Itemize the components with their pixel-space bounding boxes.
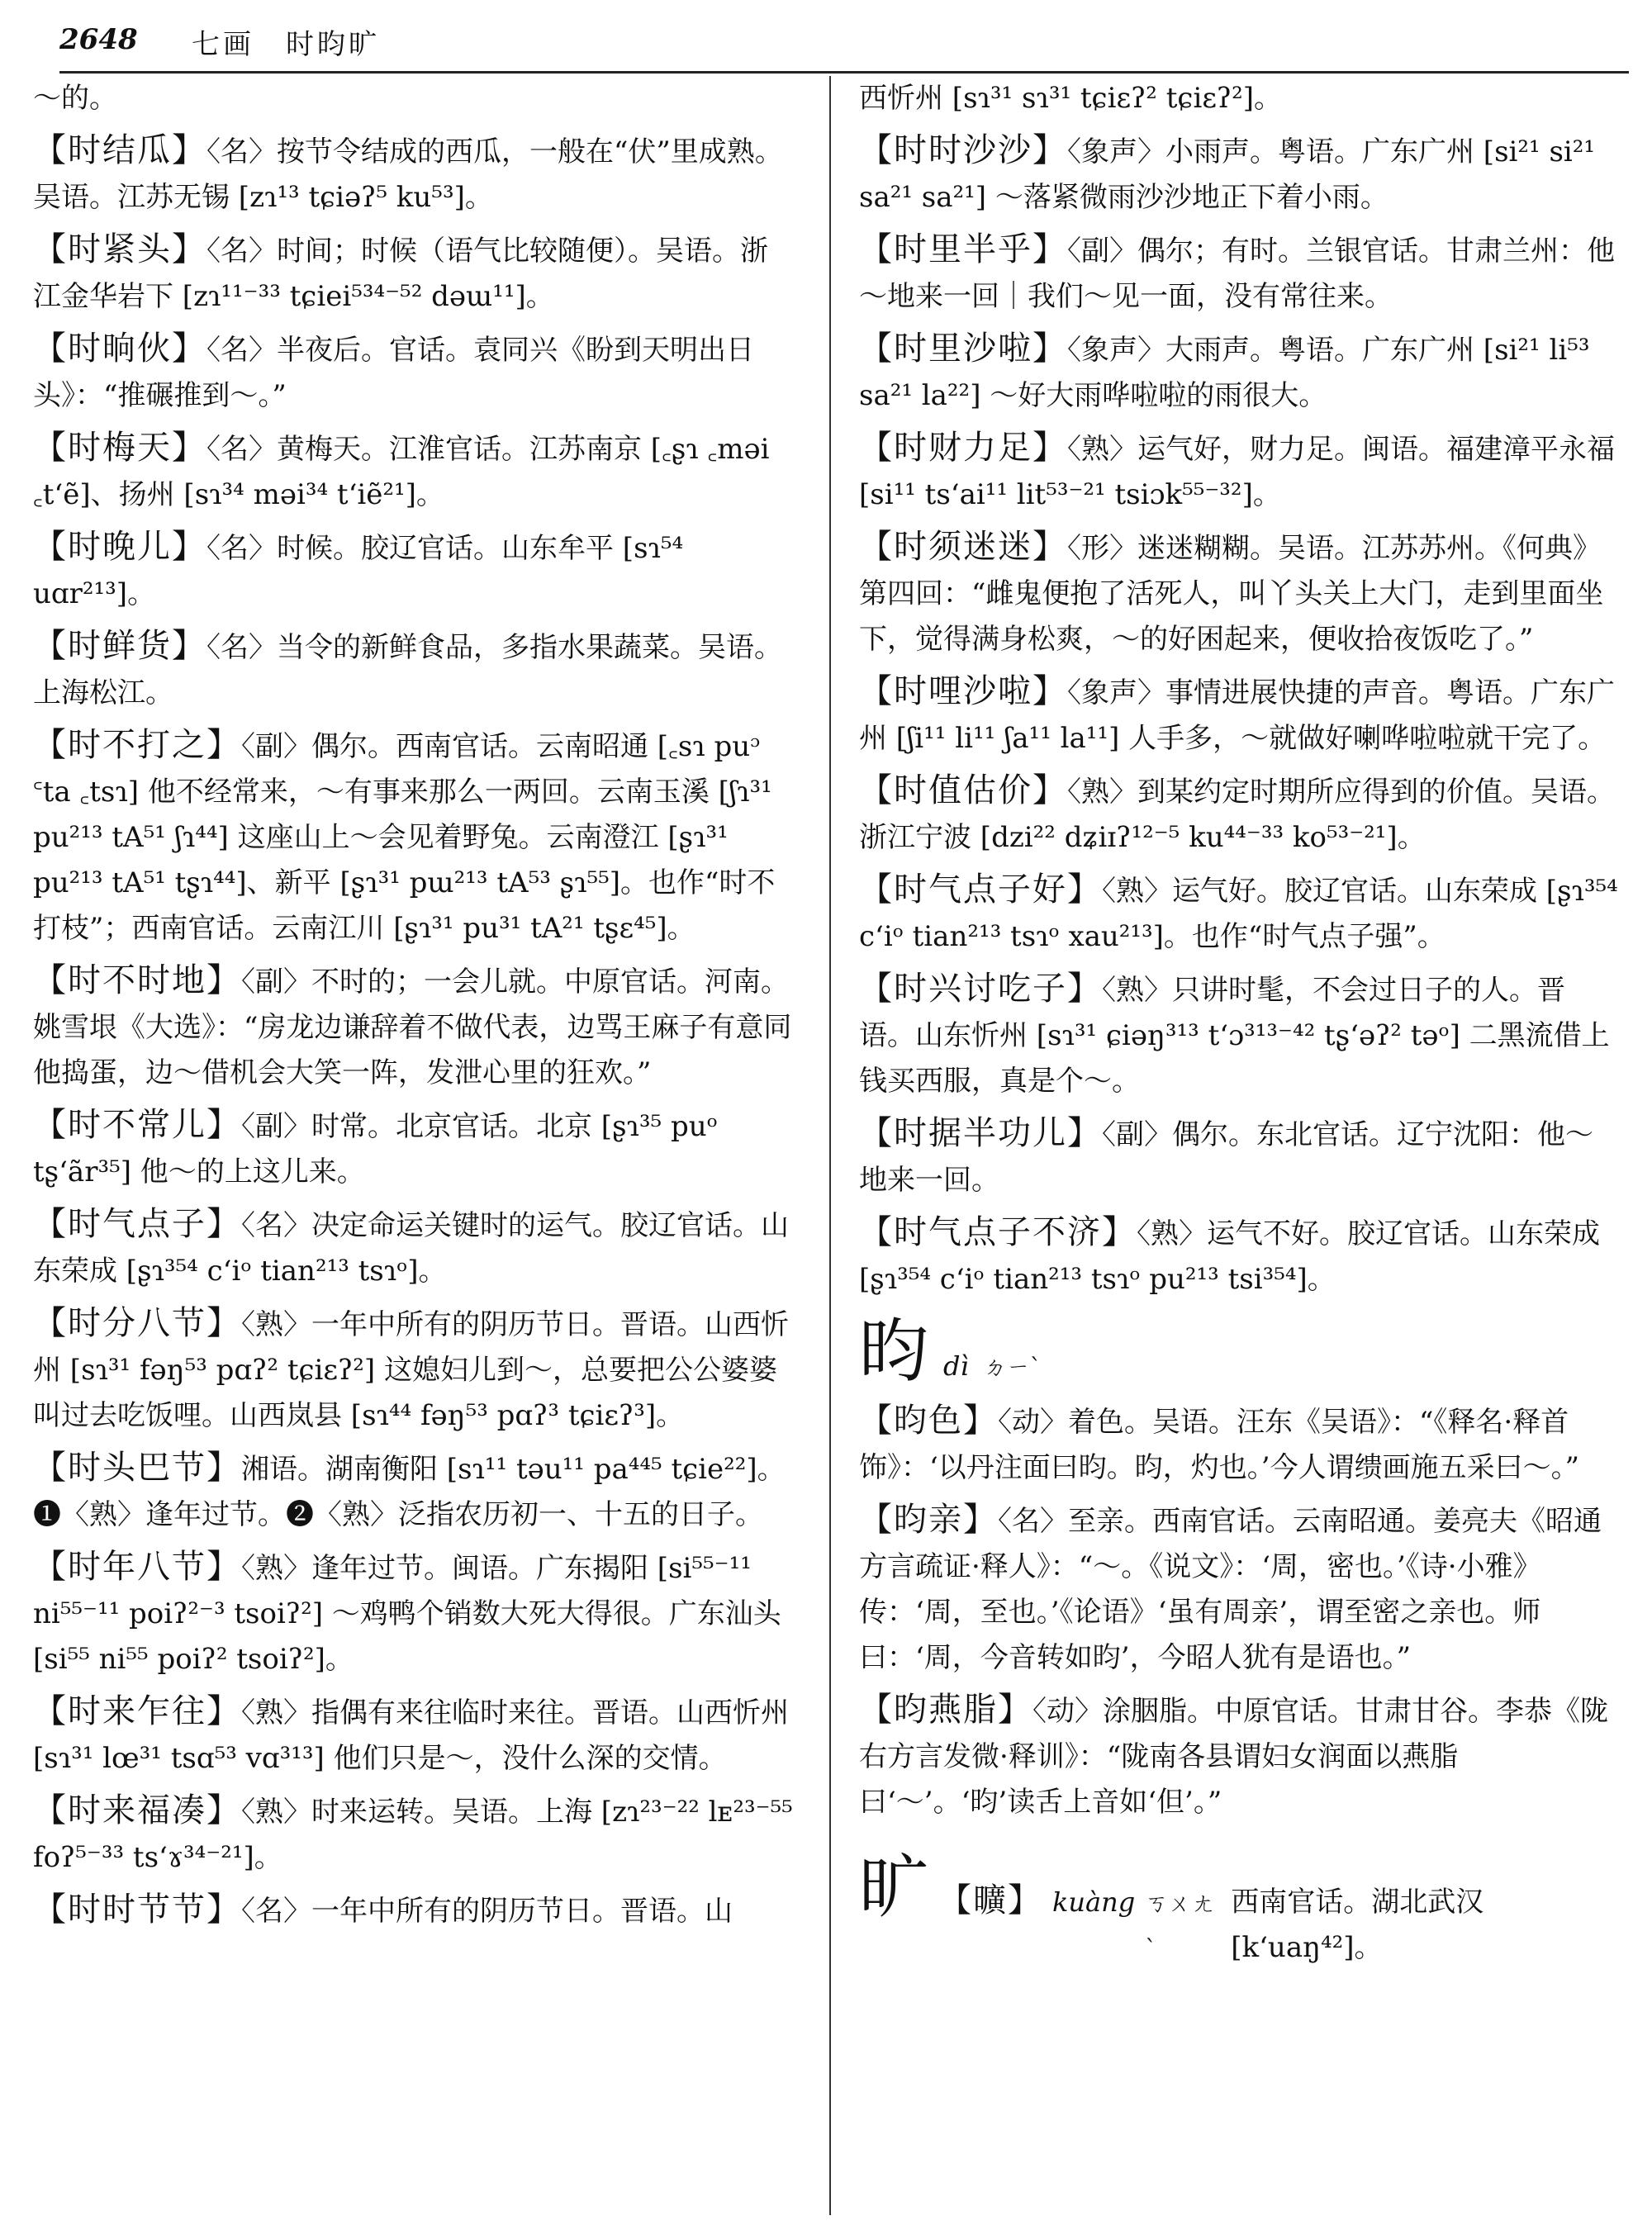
dictionary-entry: 【时须迷迷】〈形〉迷迷糊糊。吴语。江苏苏州。《何典》第四回：“雌鬼便抱了活死人，叫丫头关上大门，走到里面坐下，觉得满身松爽，～的好困起来，便收拾夜饭吃了。” bbox=[859, 528, 1604, 656]
headword: 【时须迷迷】 bbox=[859, 528, 1067, 566]
zhuyin: ㄉㄧˋ bbox=[983, 1354, 1042, 1381]
headword: 【时紧头】 bbox=[33, 230, 206, 268]
headword: 【时分八节】 bbox=[33, 1304, 241, 1342]
dictionary-entry: 【时气点子】〈名〉决定命运关键时的运气。胶辽官话。山东荣成 [ʂɿ³⁵⁴ cʻiᵒ tian²¹³ tsɿᵒ]。 bbox=[33, 1205, 789, 1288]
headword: 【时头巴节】 bbox=[33, 1449, 241, 1487]
headword: 【时气点子】 bbox=[33, 1205, 241, 1243]
dictionary-entry: 【时据半功儿】〈副〉偶尔。东北官话。辽宁沈阳：他～地来一回。 bbox=[859, 1114, 1593, 1197]
pinyin: dì bbox=[943, 1350, 969, 1382]
headword: 【昀色】 bbox=[859, 1402, 998, 1440]
dictionary-entry: 【时时沙沙】〈象声〉小雨声。粤语。广东广州 [si²¹ si²¹ sa²¹ sa²¹] ～落紧微雨沙沙地正下着小雨。 bbox=[859, 131, 1596, 214]
headword: 【时哩沙啦】 bbox=[859, 672, 1067, 710]
headword: 【时来乍往】 bbox=[33, 1692, 241, 1730]
headword: 【昀亲】 bbox=[859, 1501, 998, 1539]
dictionary-entry: 【时时节节】〈名〉一年中所有的阴历节日。晋语。山 bbox=[33, 1891, 733, 1929]
headword: 【时财力足】 bbox=[859, 429, 1067, 467]
dictionary-entry: 【时里沙啦】〈象声〉大雨声。粤语。广东广州 [si²¹ li⁵³ sa²¹ la²²] ～好大雨哗啦啦的雨很大。 bbox=[859, 330, 1590, 412]
headword: 【时气点子不济】 bbox=[859, 1213, 1137, 1251]
dictionary-entry: 【时晚儿】〈名〉时候。胶辽官话。山东牟平 [sɿ⁵⁴ uɑr²¹³]。 bbox=[33, 528, 684, 610]
dictionary-entry: 【时值估价】〈熟〉到某约定时期所应得到的价值。吴语。浙江宁波 [dzi²² dʑiɪʔ¹²⁻⁵ ku⁴⁴⁻³³ ko⁵³⁻²¹]。 bbox=[859, 771, 1615, 854]
dictionary-entry: 【时鲜货】〈名〉当令的新鲜食品，多指水果蔬菜。吴语。上海松江。 bbox=[33, 627, 782, 709]
dictionary-entry: 【时梅天】〈名〉黄梅天。江淮官话。江苏南京 [꜀ʂɿ ꜀məi ꜀tʻẽ]、扬州 [sɿ³⁴ məi³⁴ tʻiẽ²¹]。 bbox=[33, 429, 770, 511]
entry-continuation: 西忻州 [sɿ³¹ sɿ³¹ tɕiɛʔ² tɕiɛʔ²]。 bbox=[859, 82, 1283, 115]
headword: 【时结瓜】 bbox=[33, 131, 206, 169]
headword: 【时鲜货】 bbox=[33, 627, 206, 665]
headword: 【时值估价】 bbox=[859, 771, 1067, 809]
dictionary-entry: 【时结瓜】〈名〉按节令结成的西瓜，一般在“伏”里成熟。吴语。江苏无锡 [zɿ¹³ tɕiəʔ⁵ ku⁵³]。 bbox=[33, 131, 783, 214]
page-number: 2648 bbox=[59, 23, 138, 56]
headword: 【时里沙啦】 bbox=[859, 330, 1067, 368]
pinyin: kuàng bbox=[1052, 1886, 1136, 1918]
entry-continuation: ～的。 bbox=[33, 82, 117, 115]
dictionary-entry: 【时来乍往】〈熟〉指偶有来往临时来往。晋语。山西忻州 [sɿ³¹ lœ³¹ tsɑ⁵³ vɑ³¹³] 他们只是～，没什么深的交情。 bbox=[33, 1692, 789, 1775]
zhuyin: ㄎㄨㄤˋ bbox=[1145, 1890, 1215, 1962]
right-column bbox=[859, 76, 1619, 2223]
head-character: 昀 bbox=[859, 1311, 929, 1392]
column-divider bbox=[829, 76, 831, 2215]
dictionary-entry: 【昀燕脂】〈动〉涂胭脂。中原官话。甘肃甘谷。李恭《陇右方言发微·释训》：“陇南各县谓妇女润面以燕脂曰‘～’。‘昀’读舌上音如‘但’。” bbox=[859, 1691, 1608, 1819]
dictionary-entry: 【时财力足】〈熟〉运气好，财力足。闽语。福建漳平永福 [si¹¹ tsʻai¹¹ lit⁵³⁻²¹ tsiɔk⁵⁵⁻³²]。 bbox=[859, 429, 1615, 511]
running-title: 七画 时昀旷 bbox=[192, 28, 380, 61]
dictionary-entry: 【时气点子好】〈熟〉运气好。胶辽官话。山东荣成 [ʂɿ³⁵⁴ cʻiᵒ tian²¹³ tsɿᵒ xau²¹³]。也作“时气点子强”。 bbox=[859, 871, 1618, 953]
dictionary-entry: 【时不打之】〈副〉偶尔。西南官话。云南昭通 [꜀sɿ puᵓ ꜂ta ꜀tsɿ] 他不经常来，～有事来那么一两回。云南玉溪 [ʃɿ³¹ pu²¹³ tA⁵¹ ʃɿ⁴⁴] 这座山上～会见着野兔。云南澄江 [ʂɿ³¹ pu²¹³ tA⁵¹ tʂɿ⁴⁴]、新平 [ʂɿ³¹ pɯ²¹³ tA⁵³ ʂɿ⁵⁵]。也作“时不打枝”；西南官话。云南江川 [ʂɿ³¹ pu³¹ tA²¹ tʂɛ⁴⁵]。 bbox=[33, 726, 776, 945]
headword: 【时不时地】 bbox=[33, 961, 241, 999]
headword: 【时梅天】 bbox=[33, 429, 206, 467]
headword: 【时气点子好】 bbox=[859, 871, 1102, 909]
headword: 【时晚儿】 bbox=[33, 528, 206, 566]
headword: 【时里半乎】 bbox=[859, 230, 1067, 268]
character-heading-kuang bbox=[859, 1847, 1619, 1971]
left-column bbox=[33, 76, 793, 2223]
page-header bbox=[59, 18, 1629, 68]
headword: 【时兴讨吃子】 bbox=[859, 970, 1102, 1008]
headword: 【时不打之】 bbox=[33, 726, 241, 764]
headword: 【时时节节】 bbox=[33, 1891, 241, 1929]
dictionary-entry: 【昀色】〈动〉着色。吴语。汪东《吴语》：“《释名·释首饰》：‘以丹注面曰昀。昀，灼也。’今人谓缋画施五采曰～。” bbox=[859, 1402, 1579, 1484]
dictionary-entry: 【时不常儿】〈副〉时常。北京官话。北京 [ʂɿ³⁵ puᵒ tʂʻãr³⁵] 他～的上这儿来。 bbox=[33, 1106, 718, 1189]
headword: 【时不常儿】 bbox=[33, 1106, 241, 1144]
headword: 【时年八节】 bbox=[33, 1548, 241, 1586]
dictionary-entry: 【时气点子不济】〈熟〉运气不好。胶辽官话。山东荣成 [ʂɿ³⁵⁴ cʻiᵒ tian²¹³ tsɿᵒ pu²¹³ tsi³⁵⁴]。 bbox=[859, 1213, 1600, 1296]
entry-text: 西南官话。湖北武汉 [kʻuaŋ⁴²]。 bbox=[1231, 1886, 1484, 1964]
character-heading-di bbox=[859, 1311, 1619, 1392]
dictionary-entry: 【时兴讨吃子】〈熟〉只讲时髦，不会过日子的人。晋语。山东忻州 [sɿ³¹ ɕiəŋ³¹³ tʻɔ³¹³⁻⁴² tʂʻəʔ² təᵒ] 二黑流借上钱买西服，真是个～。 bbox=[859, 970, 1610, 1098]
headword: 【昀燕脂】 bbox=[859, 1691, 1032, 1729]
dictionary-entry: 【时里半乎】〈副〉偶尔；有时。兰银官话。甘肃兰州：他～地来一回｜我们～见一面，没有常往来。 bbox=[859, 230, 1615, 313]
headword: 【时时沙沙】 bbox=[859, 131, 1067, 169]
dictionary-entry: 【时不时地】〈副〉不时的；一会儿就。中原官话。河南。姚雪垠《大选》：“房龙边谦辞着不做代表，边骂王麻子有意同他捣蛋，边～借机会大笑一阵，发泄心里的狂欢。” bbox=[33, 961, 792, 1089]
dictionary-entry: 【时晌伙】〈名〉半夜后。官话。袁同兴《盼到天明出日头》：“推碾推到～。” bbox=[33, 330, 754, 412]
headword: 【时晌伙】 bbox=[33, 330, 206, 368]
variant-headword: 【曠】 bbox=[938, 1881, 1043, 1919]
dictionary-entry: 【昀亲】〈名〉至亲。西南官话。云南昭通。姜亮夫《昭通方言疏证·释人》：“～。《说文》：‘周，密也。’《诗·小雅》传：‘周，至也。’《论语》‘虽有周亲’，谓至密之亲也。师曰：‘周，今音转如昀’，今昭人犹有是语也。” bbox=[859, 1501, 1602, 1674]
dictionary-entry: 【时年八节】〈熟〉逢年过节。闽语。广东揭阳 [si⁵⁵⁻¹¹ ni⁵⁵⁻¹¹ poiʔ²⁻³ tsoiʔ²] ～鸡鸭个销数大死大得很。广东汕头 [si⁵⁵ ni⁵⁵ poiʔ² tsoiʔ²]。 bbox=[33, 1548, 781, 1676]
dictionary-entry: 【时来福凑】〈熟〉时来运转。吴语。上海 [zɿ²³⁻²² lᴇ²³⁻⁵⁵ foʔ⁵⁻³³ tsʻɤ³⁴⁻²¹]。 bbox=[33, 1791, 793, 1874]
headword: 【时来福凑】 bbox=[33, 1791, 241, 1829]
headword: 【时据半功儿】 bbox=[859, 1114, 1102, 1152]
head-character: 旷 bbox=[859, 1847, 929, 1928]
dictionary-entry: 【时头巴节】湘语。湖南衡阳 [sɿ¹¹ təu¹¹ pa⁴⁴⁵ tɕie²²]。❶〈熟〉逢年过节。❷〈熟〉泛指农历初一、十五的日子。 bbox=[33, 1449, 786, 1531]
dictionary-entry: 【时分八节】〈熟〉一年中所有的阴历节日。晋语。山西忻州 [sɿ³¹ fəŋ⁵³ pɑʔ² tɕiɛʔ²] 这媳妇儿到～，总要把公公婆婆叫过去吃饭哩。山西岚县 [sɿ⁴⁴ fəŋ⁵³ pɑʔ³ tɕiɛʔ³]。 bbox=[33, 1304, 789, 1432]
header-rule bbox=[59, 71, 1629, 74]
dictionary-entry: 【时紧头】〈名〉时间；时候（语气比较随便）。吴语。浙江金华岩下 [zɿ¹¹⁻³³ tɕiei⁵³⁴⁻⁵² dəɯ¹¹]。 bbox=[33, 230, 768, 313]
dictionary-entry: 【时哩沙啦】〈象声〉事情进展快捷的声音。粤语。广东广州 [ʃi¹¹ li¹¹ ʃa¹¹ la¹¹] 人手多，～就做好喇哗啦啦就干完了。 bbox=[859, 672, 1615, 755]
